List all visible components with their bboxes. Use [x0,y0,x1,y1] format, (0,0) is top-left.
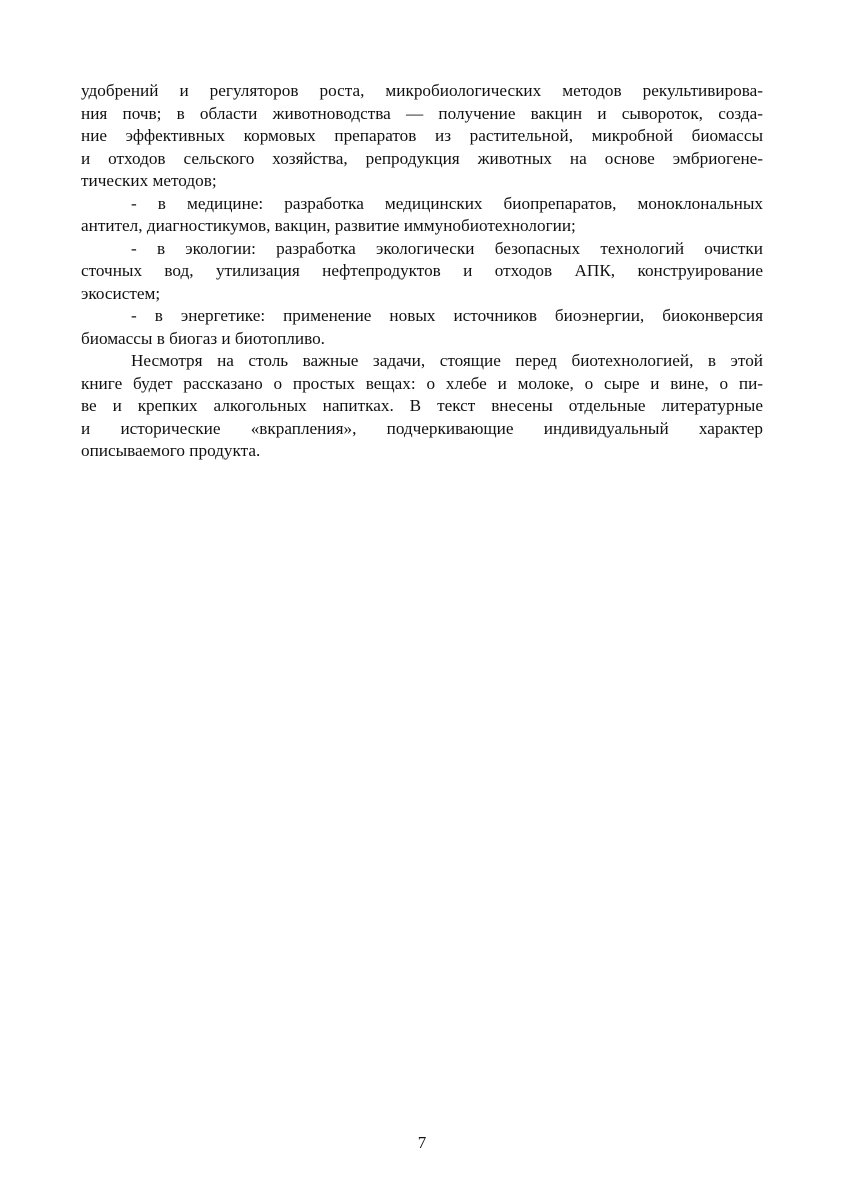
text-line: ния почв; в области животноводства — получение вакцин и сывороток, созда- [81,103,763,123]
text-line: описываемого продукта. [81,441,261,460]
paragraph-start: Несмотря на столь важные задачи, стоящие перед биотехнологией, в этой [131,351,763,370]
page-number: 7 [417,1133,427,1152]
text-line: сточных вод, утилизация нефтепродуктов и отходов АПК, конструирование [81,261,763,280]
list-item-energy: - в энергетике: применение новых источников биоэнергии, биоконверсия [131,306,763,325]
text-line: удобрений и регуляторов роста, микробиологических методов рекультивирова- [81,81,763,100]
text-line: экосистем; [81,283,161,303]
text-line: тических методов; [81,171,217,190]
text-line: ве и крепких алкогольных напитках. В текст внесены отдельные литературные [81,396,763,415]
text-line: и отходов сельского хозяйства, репродукция животных на основе эмбриогене- [81,148,763,168]
text-line: антител, диагностикумов, вакцин, развитие иммунобиотехнологии; [81,216,576,235]
list-item-medicine: - в медицине: разработка медицинских биопрепаратов, моноклональных [131,193,763,213]
body-text [81,80,763,463]
text-line: книге будет рассказано о простых вещах: о хлебе и молоке, о сыре и вине, о пи- [81,373,763,393]
text-line: ние эффективных кормовых препаратов из растительной, микробной биомассы [81,126,763,145]
list-item-ecology: - в экологии: разработка экологически безопасных технологий очистки [131,238,763,258]
text-line: и исторические «вкрапления», подчеркивающие индивидуальный характер [81,418,763,438]
text-line: биомассы в биогаз и биотопливо. [81,328,325,348]
